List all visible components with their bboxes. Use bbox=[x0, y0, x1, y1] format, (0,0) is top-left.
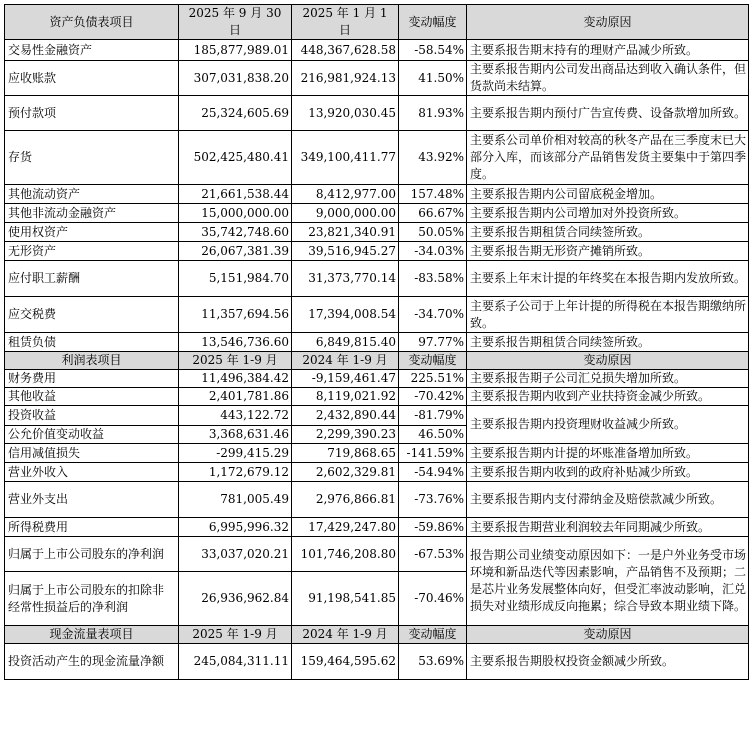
table-row bbox=[5, 370, 749, 388]
row-name: 归属于上市公司股东的扣除非经常性损益后的净利润 bbox=[5, 572, 179, 626]
row-name: 公允价值变动收益 bbox=[5, 426, 179, 444]
row-value-prior: 2,976,866.81 bbox=[292, 482, 399, 518]
row-reason: 主要系报告期子公司汇兑损失增加所致。 bbox=[467, 370, 749, 388]
header-period-current: 2025 年 9 月 30 日 bbox=[179, 5, 292, 40]
header-reason: 变动原因 bbox=[467, 626, 749, 644]
row-value-current: 443,122.72 bbox=[179, 406, 292, 426]
header-item: 利润表项目 bbox=[5, 352, 179, 370]
header-period-prior: 2025 年 1 月 1 日 bbox=[292, 5, 399, 40]
row-change: 225.51% bbox=[399, 370, 467, 388]
row-value-current: 245,084,311.11 bbox=[179, 644, 292, 680]
row-reason: 主要系报告期租赁合同续签所致。 bbox=[467, 223, 749, 242]
row-change: -83.58% bbox=[399, 261, 467, 297]
row-value-current: 26,936,962.84 bbox=[179, 572, 292, 626]
table-row bbox=[5, 131, 749, 185]
row-change: 50.05% bbox=[399, 223, 467, 242]
row-value-prior: 8,412,977.00 bbox=[292, 185, 399, 204]
row-value-prior: 17,394,008.54 bbox=[292, 297, 399, 333]
header-change: 变动幅度 bbox=[399, 352, 467, 370]
row-value-prior: 101,746,208.80 bbox=[292, 537, 399, 572]
header-period-current: 2025 年 1-9 月 bbox=[179, 626, 292, 644]
row-value-prior: 448,367,628.58 bbox=[292, 40, 399, 61]
row-value-current: -299,415.29 bbox=[179, 444, 292, 463]
row-change: -34.70% bbox=[399, 297, 467, 333]
header-change: 变动幅度 bbox=[399, 626, 467, 644]
row-value-prior: 9,000,000.00 bbox=[292, 204, 399, 223]
row-change: -58.54% bbox=[399, 40, 467, 61]
header-period-prior: 2024 年 1-9 月 bbox=[292, 352, 399, 370]
row-reason: 主要系报告期股权投资金额减少所致。 bbox=[467, 644, 749, 680]
row-value-current: 33,037,020.21 bbox=[179, 537, 292, 572]
row-name: 租赁负债 bbox=[5, 333, 179, 352]
row-change: -34.03% bbox=[399, 242, 467, 261]
row-reason: 主要系报告期内投资理财收益减少所致。 bbox=[467, 406, 749, 444]
table-row bbox=[5, 537, 749, 572]
row-value-current: 3,368,631.46 bbox=[179, 426, 292, 444]
row-reason: 主要系子公司于上年计提的所得税在本报告期缴纳所致。 bbox=[467, 297, 749, 333]
row-name: 无形资产 bbox=[5, 242, 179, 261]
row-value-current: 21,661,538.44 bbox=[179, 185, 292, 204]
row-reason: 主要系报告期内支付滞纳金及赔偿款减少所致。 bbox=[467, 482, 749, 518]
table-row bbox=[5, 463, 749, 482]
table-row bbox=[5, 40, 749, 61]
row-value-prior: 13,920,030.45 bbox=[292, 96, 399, 131]
row-name: 其他流动资产 bbox=[5, 185, 179, 204]
row-change: -141.59% bbox=[399, 444, 467, 463]
row-name: 应付职工薪酬 bbox=[5, 261, 179, 297]
row-reason: 主要系报告期租赁合同续签所致。 bbox=[467, 333, 749, 352]
row-name: 财务费用 bbox=[5, 370, 179, 388]
row-value-prior: 2,602,329.81 bbox=[292, 463, 399, 482]
table-row bbox=[5, 61, 749, 96]
row-change: -54.94% bbox=[399, 463, 467, 482]
row-reason: 主要系报告期内预付广告宣传费、设备款增加所致。 bbox=[467, 96, 749, 131]
row-reason: 主要系报告期内公司发出商品达到收入确认条件，但货款尚未结算。 bbox=[467, 61, 749, 96]
row-change: 43.92% bbox=[399, 131, 467, 185]
row-change: 53.69% bbox=[399, 644, 467, 680]
row-value-current: 502,425,480.41 bbox=[179, 131, 292, 185]
table-row bbox=[5, 644, 749, 680]
row-reason: 主要系公司单价相对较高的秋冬产品在三季度末已大部分入库，而该部分产品销售发货主要集中于第四季度。 bbox=[467, 131, 749, 185]
row-change: 97.77% bbox=[399, 333, 467, 352]
row-value-prior: 2,299,390.23 bbox=[292, 426, 399, 444]
income-header-row bbox=[5, 352, 749, 370]
header-reason: 变动原因 bbox=[467, 352, 749, 370]
row-reason: 主要系报告期内计提的坏账准备增加所致。 bbox=[467, 444, 749, 463]
financial-change-table bbox=[4, 4, 749, 680]
table-row bbox=[5, 333, 749, 352]
row-value-prior: -9,159,461.47 bbox=[292, 370, 399, 388]
row-reason: 主要系报告期内公司留底税金增加。 bbox=[467, 185, 749, 204]
table-row bbox=[5, 406, 749, 426]
row-reason: 主要系报告期内收到的政府补贴减少所致。 bbox=[467, 463, 749, 482]
table-row bbox=[5, 223, 749, 242]
row-value-prior: 159,464,595.62 bbox=[292, 644, 399, 680]
header-reason: 变动原因 bbox=[467, 5, 749, 40]
row-value-current: 2,401,781.86 bbox=[179, 388, 292, 406]
table-row bbox=[5, 444, 749, 463]
table-row bbox=[5, 96, 749, 131]
row-name: 应交税费 bbox=[5, 297, 179, 333]
row-change: 46.50% bbox=[399, 426, 467, 444]
header-item: 资产负债表项目 bbox=[5, 5, 179, 40]
header-period-prior: 2024 年 1-9 月 bbox=[292, 626, 399, 644]
row-name: 预付款项 bbox=[5, 96, 179, 131]
table-row bbox=[5, 297, 749, 333]
row-change: 81.93% bbox=[399, 96, 467, 131]
row-value-current: 35,742,748.60 bbox=[179, 223, 292, 242]
row-reason: 主要系报告期无形资产摊销所致。 bbox=[467, 242, 749, 261]
table-row bbox=[5, 204, 749, 223]
row-value-prior: 349,100,411.77 bbox=[292, 131, 399, 185]
row-name: 归属于上市公司股东的净利润 bbox=[5, 537, 179, 572]
table-row bbox=[5, 242, 749, 261]
row-value-prior: 6,849,815.40 bbox=[292, 333, 399, 352]
header-period-current: 2025 年 1-9 月 bbox=[179, 352, 292, 370]
row-change: -81.79% bbox=[399, 406, 467, 426]
row-change: 66.67% bbox=[399, 204, 467, 223]
row-value-prior: 17,429,247.80 bbox=[292, 518, 399, 537]
table-row bbox=[5, 261, 749, 297]
row-reason: 主要系上年末计提的年终奖在本报告期内发放所致。 bbox=[467, 261, 749, 297]
row-name: 信用减值损失 bbox=[5, 444, 179, 463]
row-value-prior: 2,432,890.44 bbox=[292, 406, 399, 426]
row-name: 应收账款 bbox=[5, 61, 179, 96]
row-value-current: 5,151,984.70 bbox=[179, 261, 292, 297]
balance-header-row bbox=[5, 5, 749, 40]
row-value-prior: 719,868.65 bbox=[292, 444, 399, 463]
row-value-current: 6,995,996.32 bbox=[179, 518, 292, 537]
row-change: -73.76% bbox=[399, 482, 467, 518]
row-value-current: 781,005.49 bbox=[179, 482, 292, 518]
row-name: 使用权资产 bbox=[5, 223, 179, 242]
row-reason: 主要系报告期内收到产业扶持资金减少所致。 bbox=[467, 388, 749, 406]
row-value-current: 26,067,381.39 bbox=[179, 242, 292, 261]
row-value-current: 15,000,000.00 bbox=[179, 204, 292, 223]
row-value-prior: 91,198,541.85 bbox=[292, 572, 399, 626]
table-row bbox=[5, 185, 749, 204]
row-value-current: 13,546,736.60 bbox=[179, 333, 292, 352]
row-change: 157.48% bbox=[399, 185, 467, 204]
row-reason: 主要系报告期末持有的理财产品减少所致。 bbox=[467, 40, 749, 61]
row-name: 交易性金融资产 bbox=[5, 40, 179, 61]
header-item: 现金流量表项目 bbox=[5, 626, 179, 644]
row-reason: 主要系报告期营业利润较去年同期减少所致。 bbox=[467, 518, 749, 537]
row-name: 投资收益 bbox=[5, 406, 179, 426]
table-row bbox=[5, 518, 749, 537]
row-value-prior: 8,119,021.92 bbox=[292, 388, 399, 406]
row-value-prior: 216,981,924.13 bbox=[292, 61, 399, 96]
row-change: -59.86% bbox=[399, 518, 467, 537]
table-row bbox=[5, 388, 749, 406]
row-name: 其他收益 bbox=[5, 388, 179, 406]
row-reason: 主要系报告期内公司增加对外投资所致。 bbox=[467, 204, 749, 223]
row-name: 所得税费用 bbox=[5, 518, 179, 537]
row-name: 投资活动产生的现金流量净额 bbox=[5, 644, 179, 680]
cashflow-header-row bbox=[5, 626, 749, 644]
row-name: 其他非流动金融资产 bbox=[5, 204, 179, 223]
row-change: 41.50% bbox=[399, 61, 467, 96]
row-change: -70.42% bbox=[399, 388, 467, 406]
row-value-prior: 23,821,340.91 bbox=[292, 223, 399, 242]
row-value-current: 11,496,384.42 bbox=[179, 370, 292, 388]
row-value-current: 11,357,694.56 bbox=[179, 297, 292, 333]
row-name: 存货 bbox=[5, 131, 179, 185]
row-name: 营业外支出 bbox=[5, 482, 179, 518]
row-value-current: 1,172,679.12 bbox=[179, 463, 292, 482]
row-value-current: 25,324,605.69 bbox=[179, 96, 292, 131]
row-name: 营业外收入 bbox=[5, 463, 179, 482]
row-change: -67.53% bbox=[399, 537, 467, 572]
row-value-prior: 31,373,770.14 bbox=[292, 261, 399, 297]
row-value-prior: 39,516,945.27 bbox=[292, 242, 399, 261]
row-reason: 报告期公司业绩变动原因如下：一是户外业务受市场环境和新品迭代等因素影响，产品销售不及预期；二是芯片业务发展整体向好，但受汇率波动影响，汇兑损失对业绩形成反向拖累；综合导致本期业绩下降。 bbox=[467, 537, 749, 626]
table-row bbox=[5, 482, 749, 518]
header-change: 变动幅度 bbox=[399, 5, 467, 40]
row-change: -70.46% bbox=[399, 572, 467, 626]
row-value-current: 307,031,838.20 bbox=[179, 61, 292, 96]
row-value-current: 185,877,989.01 bbox=[179, 40, 292, 61]
